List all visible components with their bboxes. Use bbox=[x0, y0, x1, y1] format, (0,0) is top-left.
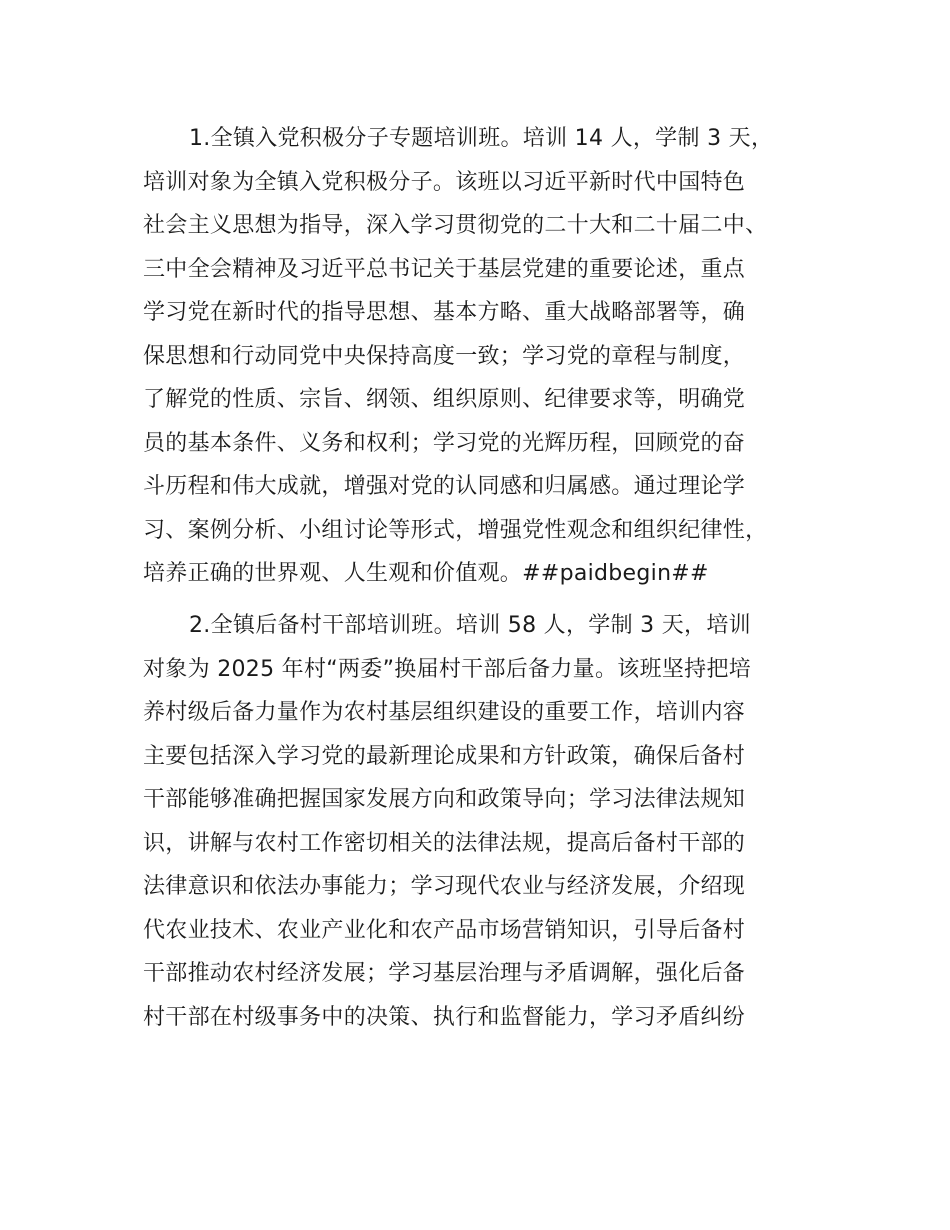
paragraph-line: 斗历程和伟大成就，增强对党的认同感和归属感。通过理论学 bbox=[143, 474, 746, 499]
paragraph-line: 社会主义思想为指导，深入学习贯彻党的二十大和二十届二中、 bbox=[143, 213, 768, 238]
paragraph-line: 习、案例分析、小组讨论等形式，增强党性观念和组织纪律性， bbox=[143, 517, 768, 543]
paragraph-line: 法律意识和依法办事能力；学习现代农业与经济发展，介绍现 bbox=[143, 874, 746, 899]
paragraph-line: 学习党在新时代的指导思想、基本方略、重大战略部署等，确 bbox=[143, 300, 746, 325]
paragraph-line: 保思想和行动同党中央保持高度一致；学习党的章程与制度， bbox=[143, 343, 746, 369]
paragraph-line: 2.全镇后备村干部培训班。培训 58 人，学制 3 天，培训 bbox=[189, 613, 751, 638]
paragraph-line: 识，讲解与农村工作密切相关的法律法规，提高后备村干部的 bbox=[143, 830, 746, 856]
paragraph-line: 养村级后备力量作为农村基层组织建设的重要工作，培训内容 bbox=[143, 700, 746, 725]
paragraph-line: 1.全镇入党积极分子专题培训班。培训 14 人，学制 3 天， bbox=[189, 126, 774, 151]
paragraph-line: 干部推动农村经济发展；学习基层治理与矛盾调解，强化后备 bbox=[143, 961, 746, 986]
paragraph-line: 培训对象为全镇入党积极分子。该班以习近平新时代中国特色 bbox=[143, 169, 746, 195]
paragraph-party-activist-training bbox=[143, 117, 843, 596]
paragraph-line: 了解党的性质、宗旨、纲领、组织原则、纪律要求等，明确党 bbox=[143, 387, 746, 412]
paragraph-line: 员的基本条件、义务和权利；学习党的光辉历程，回顾党的奋 bbox=[143, 430, 746, 456]
paragraph-line: 培养正确的世界观、人生观和价值观。##paidbegin## bbox=[143, 561, 709, 586]
paragraph-line: 主要包括深入学习党的最新理论成果和方针政策，确保后备村 bbox=[143, 743, 746, 769]
paragraph-line: 代农业技术、农业产业化和农产品市场营销知识，引导后备村 bbox=[143, 917, 746, 943]
paragraph-line: 三中全会精神及习近平总书记关于基层党建的重要论述，重点 bbox=[143, 256, 746, 282]
paragraph-line: 干部能够准确把握国家发展方向和政策导向；学习法律法规知 bbox=[143, 787, 746, 812]
paragraph-line: 对象为 2025 年村“两委”换届村干部后备力量。该班坚持把培 bbox=[143, 656, 752, 682]
paragraph-line: 村干部在村级事务中的决策、执行和监督能力，学习矛盾纠纷 bbox=[143, 1004, 746, 1030]
paragraph-reserve-cadre-training bbox=[143, 604, 843, 1039]
